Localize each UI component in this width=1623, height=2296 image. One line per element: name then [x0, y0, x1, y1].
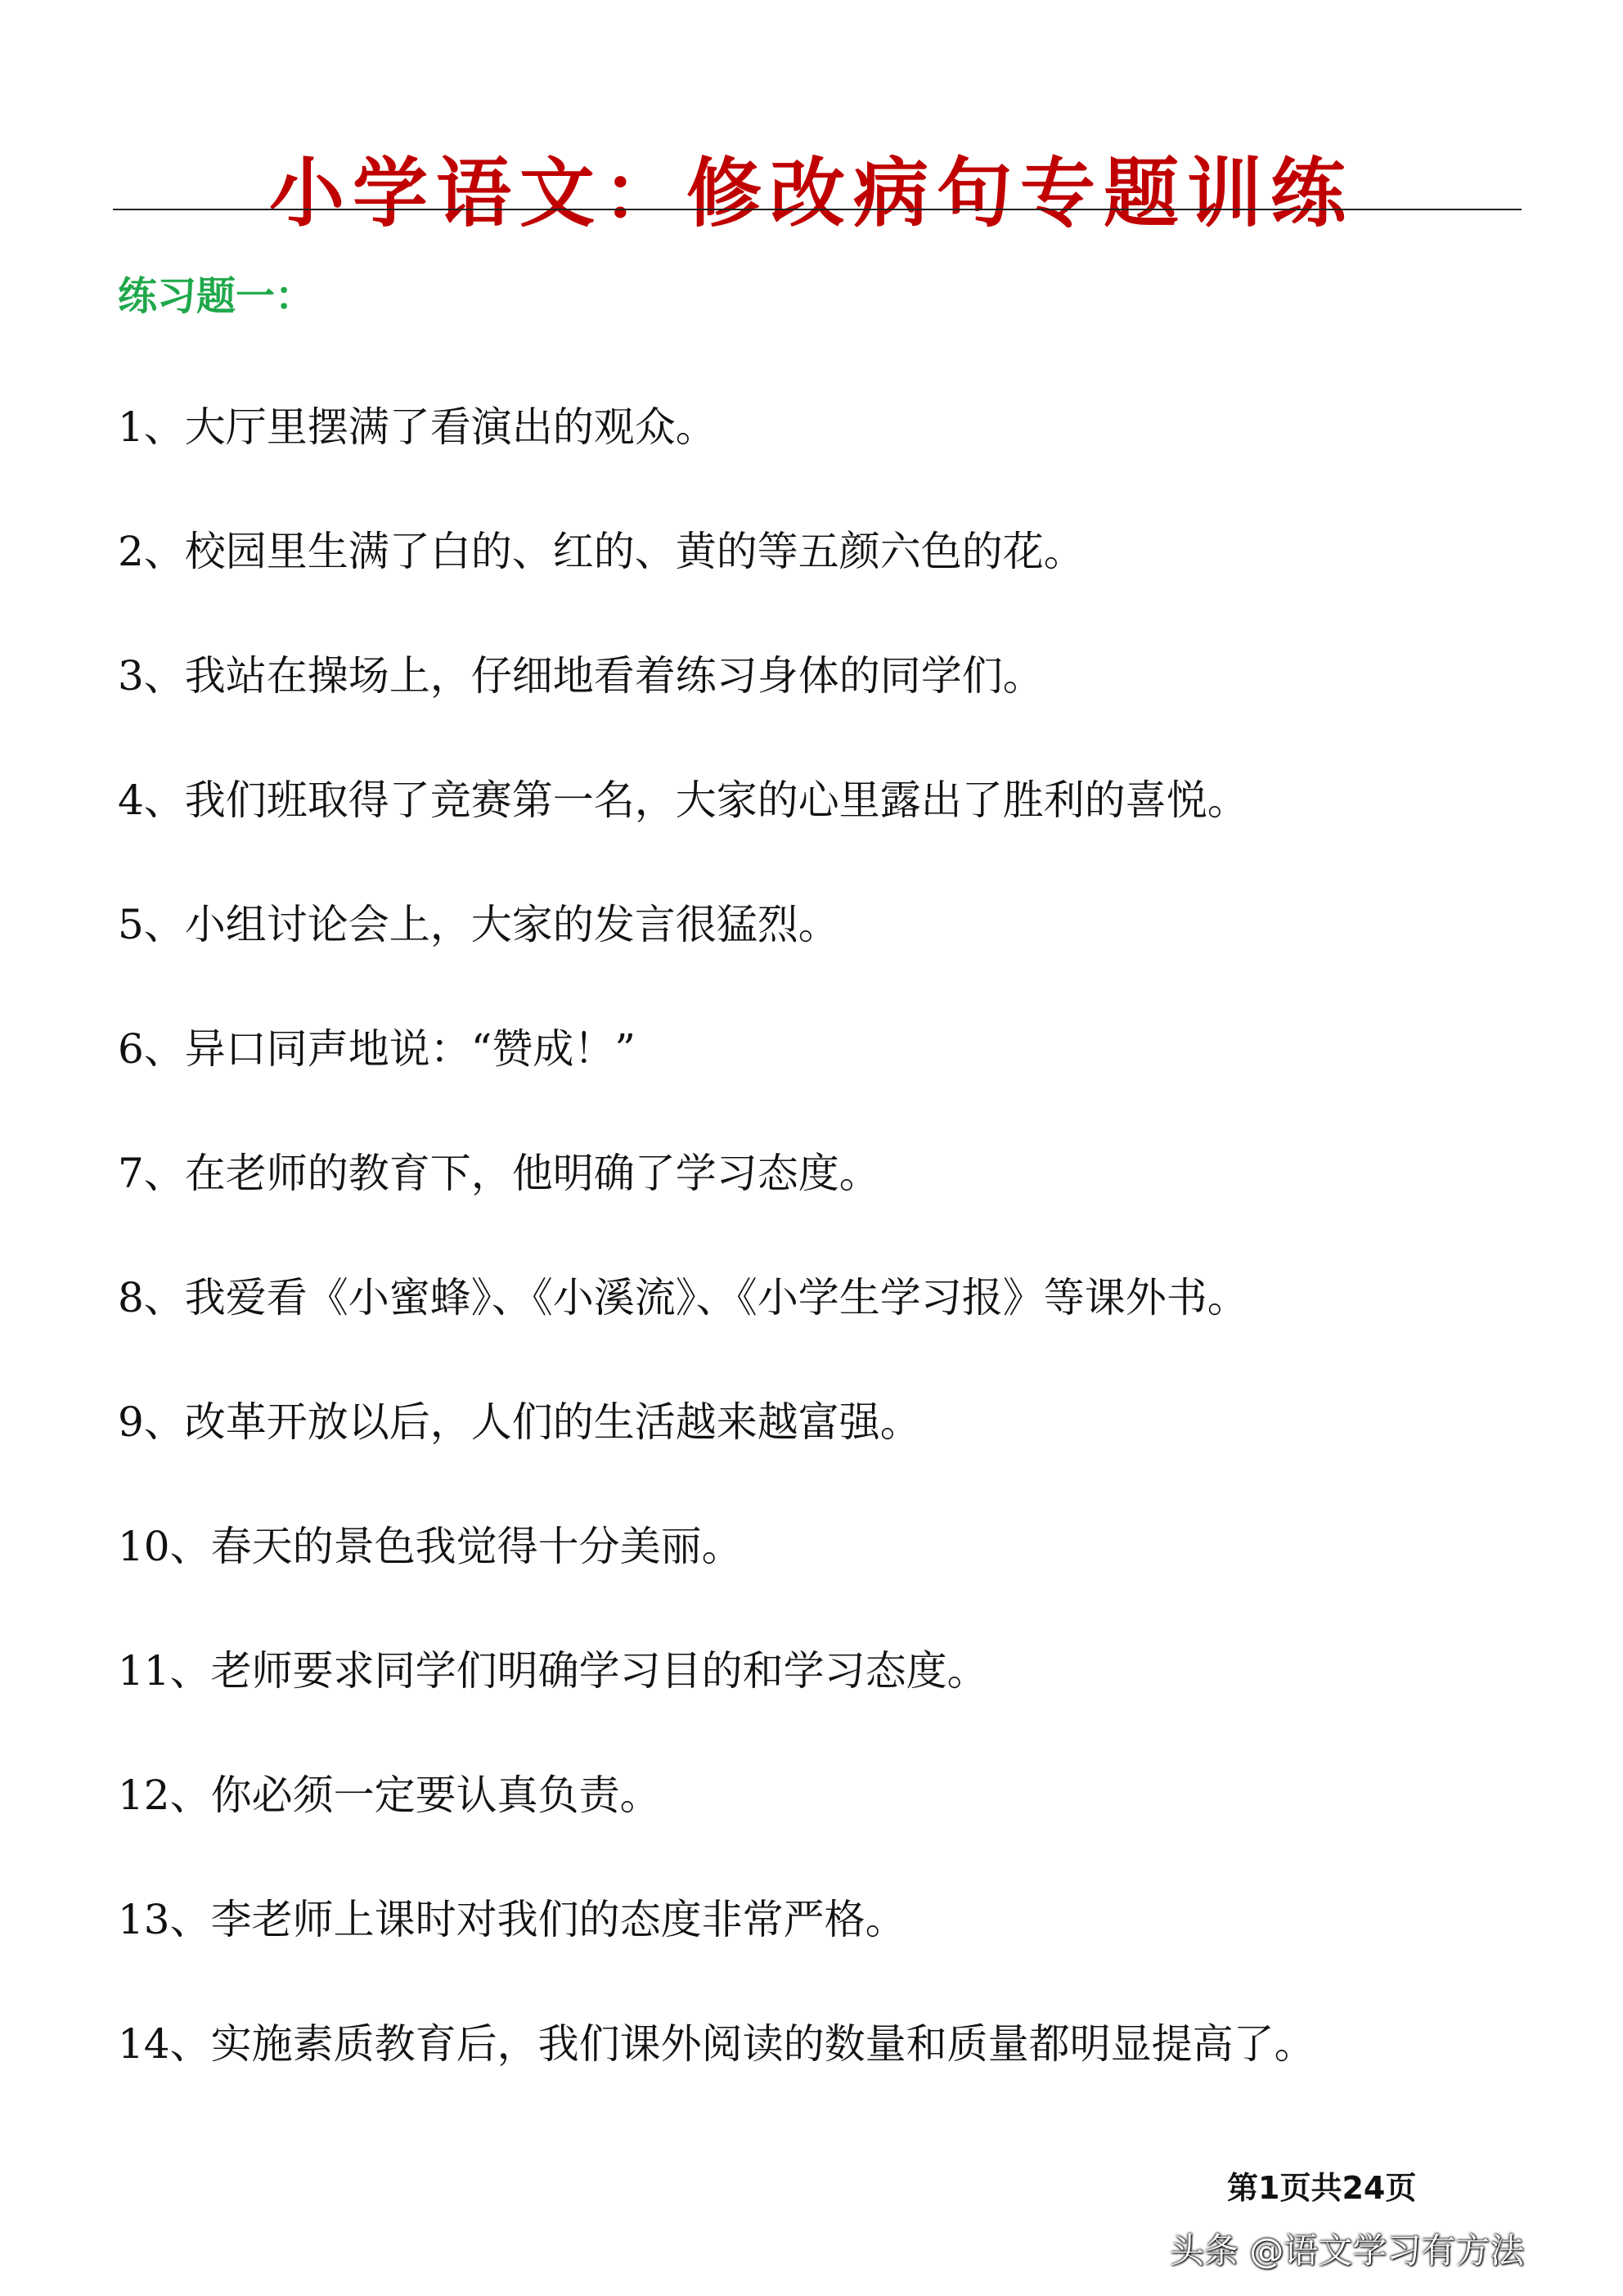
title-divider — [113, 209, 1522, 210]
question-item: 10、春天的景色我觉得十分美丽。 — [118, 1523, 743, 1570]
page-number: 第1页共24页 — [1227, 2170, 1417, 2206]
question-item: 6、异口同声地说：“赞成！” — [118, 1025, 636, 1073]
question-item: 9、改革开放以后，人们的生活越来越富强。 — [118, 1398, 921, 1446]
page-title: 小学语文：修改病句专题训练 — [268, 148, 1354, 237]
question-item: 3、我站在操场上，仔细地看着练习身体的同学们。 — [118, 652, 1044, 700]
question-item: 5、小组讨论会上，大家的发言很猛烈。 — [118, 901, 839, 948]
question-item: 13、李老师上课时对我们的态度非常严格。 — [118, 1896, 906, 1943]
question-item: 1、大厅里摆满了看演出的观众。 — [118, 403, 717, 451]
watermark: 头条 @语文学习有方法 — [1170, 2231, 1525, 2271]
question-list — [118, 401, 1525, 2142]
question-item: 2、校园里生满了白的、红的、黄的等五颜六色的花。 — [118, 528, 1085, 575]
section-heading: 练习题一： — [118, 273, 315, 319]
question-item: 14、实施素质教育后，我们课外阅读的数量和质量都明显提高了。 — [118, 2020, 1315, 2068]
question-item: 11、老师要求同学们明确学习目的和学习态度。 — [118, 1647, 988, 1695]
question-item: 8、我爱看《小蜜蜂》、《小溪流》、《小学生学习报》等课外书。 — [118, 1274, 1248, 1321]
question-item: 4、我们班取得了竞赛第一名，大家的心里露出了胜利的喜悦。 — [118, 777, 1248, 824]
question-item: 12、你必须一定要认真负责。 — [118, 1772, 661, 1819]
question-item: 7、在老师的教育下，他明确了学习态度。 — [118, 1150, 880, 1197]
